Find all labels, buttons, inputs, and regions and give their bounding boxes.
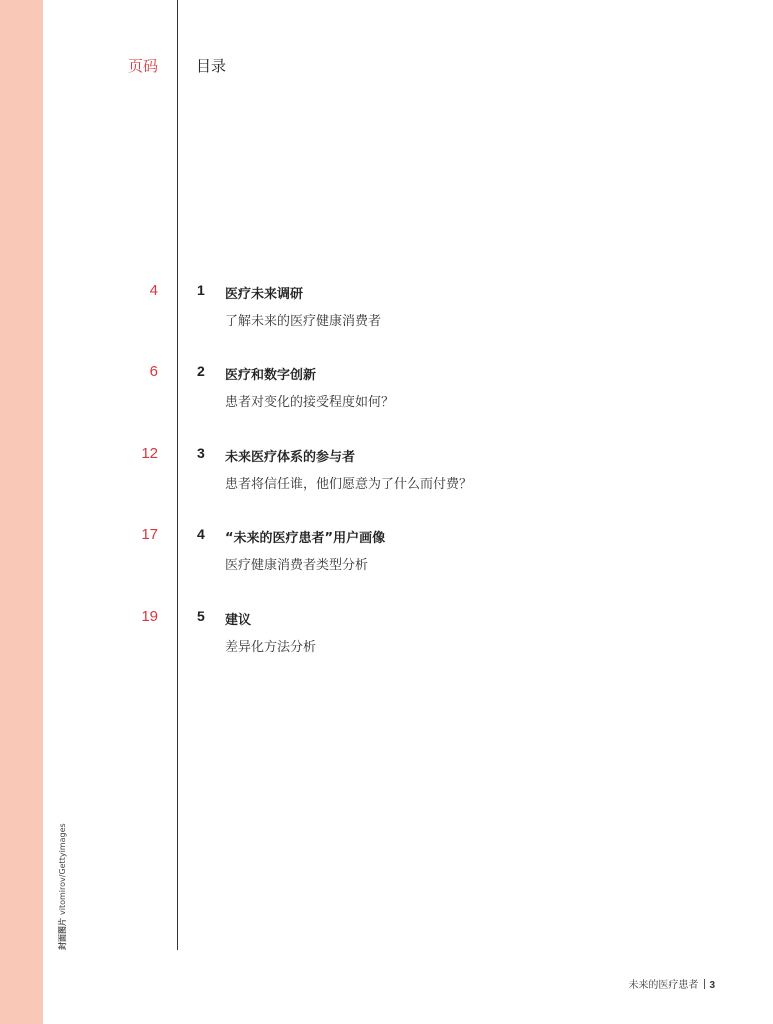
- toc-entry-5[interactable]: [0, 608, 773, 668]
- toc-section-title: 建议: [225, 613, 252, 628]
- toc-section-number: 1: [197, 282, 205, 298]
- footer-title: 未来的医疗患者: [628, 980, 699, 991]
- toc-entry-3[interactable]: [0, 445, 773, 505]
- toc-section-title: 医疗和数字创新: [225, 368, 317, 383]
- toc-section-title: 未来医疗体系的参与者: [225, 450, 356, 465]
- footer-separator: [704, 979, 705, 989]
- toc-page-number: 6: [149, 363, 158, 380]
- toc-section-number: 3: [197, 445, 205, 461]
- toc-entry-1[interactable]: [0, 282, 773, 342]
- toc-page-number: 19: [141, 608, 158, 625]
- toc-section-number: 4: [197, 526, 205, 542]
- toc-section-subtitle: 了解未来的医疗健康消费者: [225, 314, 382, 329]
- page-footer: [628, 976, 715, 991]
- toc-page-number: 4: [149, 282, 158, 299]
- toc-page-number: 12: [141, 445, 158, 462]
- credit-label: 封面图片: [58, 918, 67, 950]
- toc-section-title: “未来的医疗患者”用户画像: [225, 531, 386, 546]
- footer-page-number: 3: [709, 980, 715, 991]
- toc-section-subtitle: 医疗健康消费者类型分析: [225, 558, 369, 573]
- credit-source: vitomirov/Gettyimages: [58, 823, 67, 915]
- page-column-header: 页码: [127, 57, 158, 75]
- toc-section-number: 5: [197, 608, 205, 624]
- cover-image-credit: [57, 823, 68, 950]
- toc-entry-2[interactable]: [0, 363, 773, 423]
- toc-section-subtitle: 患者对变化的接受程度如何？: [225, 395, 395, 410]
- toc-section-subtitle: 差异化方法分析: [225, 640, 317, 655]
- toc-page-number: 17: [141, 526, 158, 543]
- side-color-band: [0, 0, 43, 1024]
- toc-entry-4[interactable]: [0, 526, 773, 586]
- toc-header: 目录: [196, 57, 227, 75]
- toc-section-title: 医疗未来调研: [225, 287, 304, 302]
- toc-section-number: 2: [197, 363, 205, 379]
- toc-section-subtitle: 患者将信任谁，他们愿意为了什么而付费？: [225, 477, 473, 492]
